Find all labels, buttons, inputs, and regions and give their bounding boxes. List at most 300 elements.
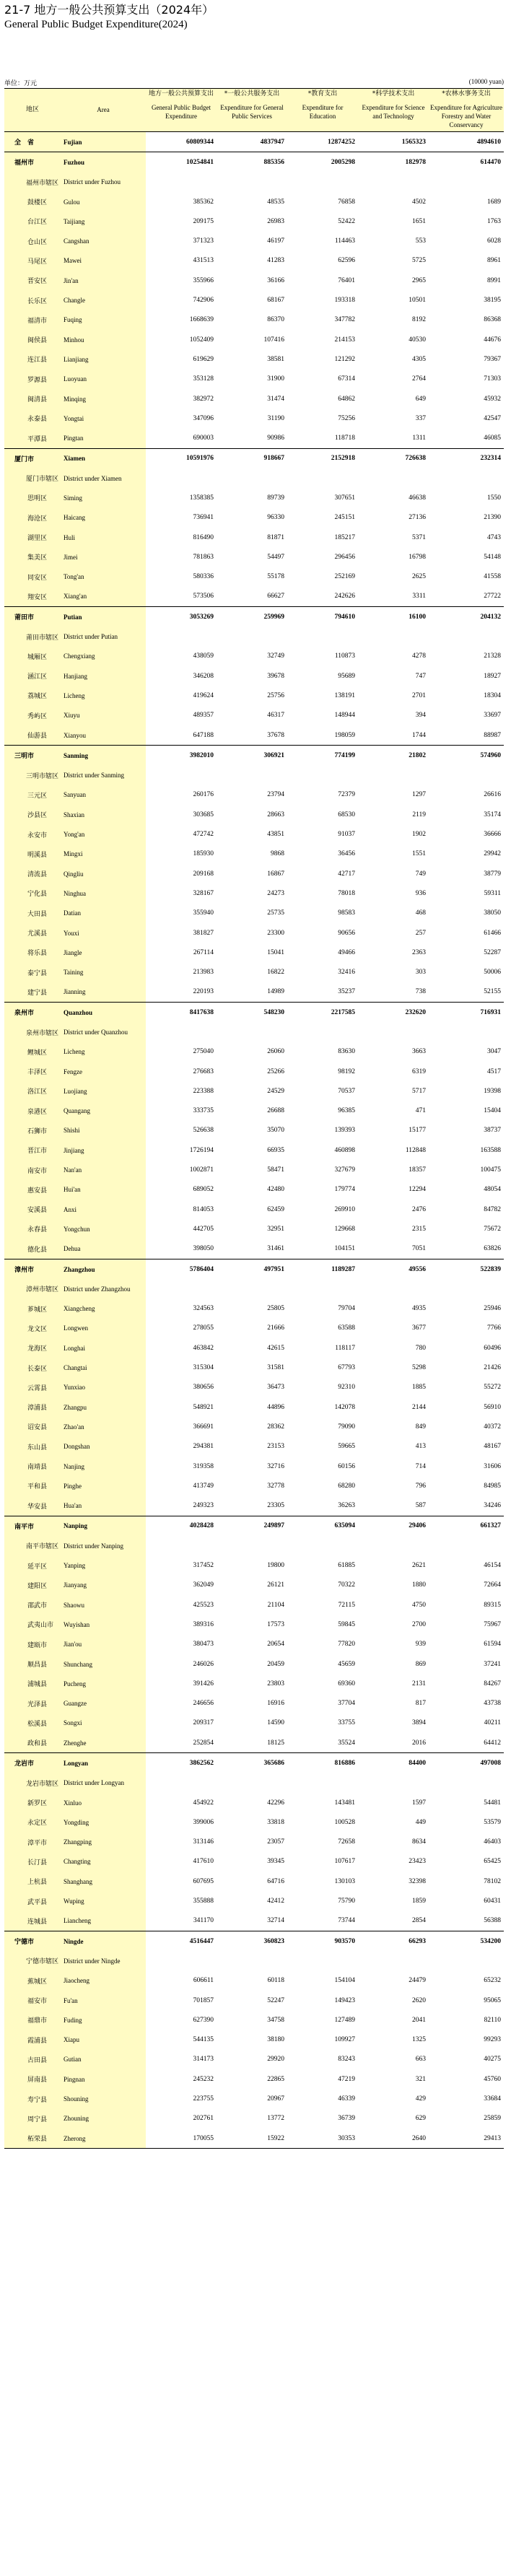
- value-public-services: 21666: [267, 1324, 284, 1332]
- value-science: 849: [415, 1423, 426, 1431]
- value-science: 8192: [412, 316, 426, 324]
- value-education: 269910: [334, 1205, 355, 1213]
- value-public-services: 26060: [267, 1048, 284, 1056]
- value-education: 72658: [338, 1838, 355, 1846]
- area-name-en: Xinluo: [61, 1793, 146, 1812]
- area-name-zh: 长乐区: [4, 290, 61, 310]
- value-education: 61885: [338, 1562, 355, 1570]
- area-name-zh: 福鼎市: [4, 2010, 61, 2030]
- value-total: 185930: [193, 850, 214, 858]
- area-name-en: Zhouning: [61, 2109, 146, 2129]
- value-agriculture: 45932: [484, 395, 501, 403]
- value-education: 198059: [334, 731, 355, 739]
- city-row: [4, 1003, 504, 1023]
- area-name-zh: 仙游县: [4, 725, 61, 746]
- value-education: 83243: [338, 2056, 355, 2064]
- value-public-services: 26688: [267, 1107, 284, 1115]
- value-total: 314173: [193, 2056, 214, 2064]
- value-public-services: 31190: [267, 414, 284, 422]
- value-education: 794610: [287, 607, 358, 627]
- area-name-zh: 晋江市: [4, 1140, 61, 1160]
- value-education: [287, 1536, 358, 1555]
- value-science: 780: [415, 1344, 426, 1352]
- table-row: [4, 1358, 504, 1377]
- value-total: [146, 173, 217, 192]
- value-total: 355888: [193, 1898, 214, 1905]
- value-public-services: 306921: [217, 746, 287, 766]
- table-row: [4, 1101, 504, 1121]
- value-total: 213983: [193, 969, 214, 977]
- value-agriculture: 46403: [484, 1838, 501, 1846]
- district-header-row: [4, 1773, 504, 1793]
- area-name-zh: 闽清县: [4, 389, 61, 409]
- value-public-services: 29920: [267, 2056, 284, 2064]
- table-row: [4, 982, 504, 1003]
- value-agriculture: 48167: [484, 1443, 501, 1451]
- value-public-services: 26983: [267, 217, 284, 225]
- value-science: 2363: [412, 948, 426, 956]
- area-name-en: Tong'an: [61, 567, 146, 587]
- value-public-services: 17573: [267, 1620, 284, 1628]
- city-row: [4, 448, 504, 468]
- value-education: 45659: [338, 1660, 355, 1668]
- table-row: [4, 1891, 504, 1911]
- value-science: [358, 626, 429, 646]
- table-row: [4, 1971, 504, 1991]
- value-science: 471: [415, 1107, 426, 1115]
- value-public-services: 14590: [267, 1719, 284, 1727]
- area-name-en: Yong'an: [61, 824, 146, 844]
- district-header-row: [4, 626, 504, 646]
- value-agriculture: 45760: [484, 2075, 501, 2083]
- area-name-zh: 平和县: [4, 1476, 61, 1496]
- value-education: 36739: [338, 2115, 355, 2123]
- value-education: 64862: [338, 395, 355, 403]
- area-name-zh: 大田县: [4, 904, 61, 923]
- area-name-en: Ninghua: [61, 883, 146, 903]
- value-public-services: 497951: [217, 1259, 287, 1279]
- value-agriculture: 38779: [484, 870, 501, 878]
- value-agriculture: 4517: [487, 1067, 501, 1075]
- value-science: 1551: [412, 850, 426, 858]
- table-row: [4, 1496, 504, 1516]
- area-name-zh: 福州市辖区: [4, 173, 61, 192]
- value-public-services: 54497: [267, 553, 284, 561]
- value-science: 2144: [412, 1403, 426, 1411]
- value-total: 548921: [193, 1403, 214, 1411]
- value-agriculture: 60431: [484, 1898, 501, 1905]
- table-row: [4, 488, 504, 507]
- value-total: 246656: [193, 1700, 214, 1708]
- value-science: 869: [415, 1660, 426, 1668]
- area-name-en: Licheng: [61, 686, 146, 705]
- value-education: 72115: [338, 1601, 355, 1609]
- table-row: [4, 706, 504, 725]
- area-name-en: Sanming: [61, 746, 146, 766]
- area-name-zh: 海沧区: [4, 508, 61, 528]
- area-name-zh: 荔城区: [4, 686, 61, 705]
- value-science: 2701: [412, 691, 426, 699]
- city-row: [4, 746, 504, 766]
- value-education: 104151: [334, 1245, 355, 1253]
- table-row: [4, 1576, 504, 1595]
- value-public-services: 42480: [267, 1186, 284, 1194]
- value-science: 16798: [409, 553, 426, 561]
- value-education: 114463: [334, 237, 355, 245]
- table-row: [4, 310, 504, 330]
- area-name-en: Huli: [61, 528, 146, 547]
- value-education: 179774: [334, 1186, 355, 1194]
- value-total: [146, 1951, 217, 1970]
- value-public-services: 42296: [267, 1799, 284, 1807]
- value-education: 2005298: [287, 152, 358, 173]
- value-public-services: 23794: [267, 791, 284, 799]
- table-row: [4, 1397, 504, 1417]
- value-science: 24479: [409, 1977, 426, 1985]
- value-science: 7051: [412, 1245, 426, 1253]
- area-name-en: Jianyang: [61, 1576, 146, 1595]
- value-agriculture: 38737: [484, 1127, 501, 1135]
- area-name-zh: 霞浦县: [4, 2030, 61, 2050]
- value-agriculture: 84267: [484, 1680, 501, 1688]
- table-row: [4, 211, 504, 231]
- value-education: 307651: [334, 494, 355, 502]
- value-education: 252169: [334, 573, 355, 581]
- area-name-en: Zherong: [61, 2129, 146, 2149]
- table-row: [4, 547, 504, 567]
- value-total: 328167: [193, 889, 214, 897]
- value-science: 394: [415, 712, 426, 720]
- area-name-zh: 全 省: [4, 132, 61, 152]
- area-name-zh: 三元区: [4, 785, 61, 805]
- value-total: 391426: [193, 1680, 214, 1688]
- table-row: [4, 785, 504, 805]
- value-agriculture: 163588: [480, 1146, 501, 1154]
- value-total: 1002871: [189, 1166, 214, 1174]
- value-total: 463842: [193, 1344, 214, 1352]
- table-row: [4, 1338, 504, 1358]
- value-public-services: [217, 1773, 287, 1793]
- value-agriculture: 56910: [484, 1403, 501, 1411]
- value-public-services: [217, 1022, 287, 1042]
- value-science: 468: [415, 909, 426, 917]
- table-row: [4, 824, 504, 844]
- table-row: [4, 1733, 504, 1753]
- table-row: [4, 943, 504, 962]
- table-row: [4, 1911, 504, 1931]
- area-name-zh: 龙岩市: [4, 1753, 61, 1773]
- value-science: 3894: [412, 1719, 426, 1727]
- table-row: [4, 1674, 504, 1693]
- table-row: [4, 349, 504, 369]
- value-agriculture: 79367: [484, 355, 501, 363]
- value-public-services: [217, 766, 287, 785]
- area-name-zh: 寿宁县: [4, 2089, 61, 2108]
- area-name-zh: 福州市: [4, 152, 61, 173]
- area-name-en: Qingliu: [61, 864, 146, 883]
- area-name-zh: 南平市: [4, 1516, 61, 1536]
- value-public-services: 36473: [267, 1384, 284, 1392]
- value-agriculture: 534200: [429, 1931, 504, 1952]
- area-name-zh: 永春县: [4, 1219, 61, 1239]
- value-science: 2131: [412, 1680, 426, 1688]
- value-public-services: 37678: [267, 731, 284, 739]
- value-public-services: 32714: [267, 1917, 284, 1925]
- value-science: 16100: [358, 607, 429, 627]
- value-science: 714: [415, 1462, 426, 1470]
- value-total: [146, 766, 217, 785]
- value-public-services: 62459: [267, 1205, 284, 1213]
- area-name-en: Xiang'an: [61, 587, 146, 607]
- area-name-zh: 建宁县: [4, 982, 61, 1003]
- value-public-services: 39345: [267, 1858, 284, 1866]
- area-name-zh: 洛江区: [4, 1081, 61, 1101]
- value-agriculture: [429, 468, 504, 488]
- value-public-services: 39678: [267, 672, 284, 680]
- value-education: 130103: [334, 1877, 355, 1885]
- value-science: 429: [415, 2095, 426, 2103]
- value-total: 315304: [193, 1364, 214, 1372]
- value-agriculture: 56388: [484, 1917, 501, 1925]
- value-agriculture: 64412: [484, 1739, 501, 1747]
- value-agriculture: [429, 1279, 504, 1298]
- value-education: 242626: [334, 593, 355, 601]
- table-row: [4, 1062, 504, 1081]
- area-name-en: Jiangle: [61, 943, 146, 962]
- table-row: [4, 962, 504, 982]
- value-agriculture: 35174: [484, 811, 501, 818]
- value-public-services: 918667: [217, 448, 287, 468]
- table-row: [4, 1219, 504, 1239]
- area-name-en: Chengxiang: [61, 647, 146, 666]
- value-education: 68530: [338, 811, 355, 818]
- value-public-services: [217, 626, 287, 646]
- area-name-en: District under Ningde: [61, 1951, 146, 1970]
- table-row: [4, 251, 504, 271]
- value-agriculture: 21390: [484, 514, 501, 522]
- area-name-zh: 丰泽区: [4, 1062, 61, 1081]
- value-education: 75790: [338, 1898, 355, 1905]
- value-total: 355966: [193, 276, 214, 284]
- area-name-zh: 莆田市: [4, 607, 61, 627]
- table-body: [4, 132, 504, 2149]
- area-name-en: Yongding: [61, 1812, 146, 1832]
- value-education: 129668: [334, 1225, 355, 1233]
- area-name-en: Quangang: [61, 1101, 146, 1121]
- table-row: [4, 725, 504, 746]
- area-name-zh: 泉州市辖区: [4, 1022, 61, 1042]
- value-public-services: 26121: [267, 1581, 284, 1589]
- area-name-en: Shaowu: [61, 1595, 146, 1615]
- value-total: 816490: [193, 533, 214, 541]
- area-en-header: Area: [61, 89, 146, 132]
- value-total: 382972: [193, 395, 214, 403]
- value-education: 127489: [334, 2016, 355, 2024]
- district-header-row: [4, 1279, 504, 1298]
- value-total: 170055: [146, 2129, 217, 2149]
- value-science: 2119: [412, 811, 426, 818]
- value-education: 118718: [334, 435, 355, 442]
- table-row: [4, 370, 504, 389]
- table-row: [4, 1121, 504, 1140]
- value-science: [358, 1951, 429, 1970]
- value-education: 148944: [334, 712, 355, 720]
- col-header-public-services: *一般公共服务支出 Expenditure for General Public Services: [217, 89, 287, 132]
- area-name-en: Pingtan: [61, 428, 146, 448]
- value-science: 10501: [409, 297, 426, 305]
- value-public-services: 68167: [267, 297, 284, 305]
- table-row: [4, 231, 504, 250]
- table-header-row: [4, 89, 504, 132]
- value-total: [146, 1022, 217, 1042]
- value-public-services: 44896: [267, 1403, 284, 1411]
- value-science: 749: [415, 870, 426, 878]
- value-public-services: 31474: [267, 395, 284, 403]
- value-total: 260176: [193, 791, 214, 799]
- value-education: 96385: [338, 1107, 355, 1115]
- value-agriculture: [429, 173, 504, 192]
- value-education: [287, 468, 358, 488]
- value-education: 32416: [338, 969, 355, 977]
- col-header-agriculture: *农林水事务支出 Expenditure for Agriculture Forestry and Water Conservancy: [429, 89, 504, 132]
- value-agriculture: 661327: [429, 1516, 504, 1536]
- value-agriculture: 40275: [484, 2056, 501, 2064]
- value-total: 60809344: [146, 132, 217, 152]
- value-public-services: 28362: [267, 1423, 284, 1431]
- area-name-en: District under Xiamen: [61, 468, 146, 488]
- area-name-zh: 闽侯县: [4, 330, 61, 349]
- value-agriculture: 574960: [429, 746, 504, 766]
- value-agriculture: 46085: [484, 435, 501, 442]
- value-public-services: 16822: [267, 969, 284, 977]
- area-name-en: Xiuyu: [61, 706, 146, 725]
- value-public-services: 15922: [217, 2129, 287, 2149]
- value-total: 3053269: [146, 607, 217, 627]
- table-row: [4, 330, 504, 349]
- value-science: 84400: [358, 1753, 429, 1773]
- value-science: 587: [415, 1502, 426, 1510]
- value-agriculture: 33697: [484, 712, 501, 720]
- value-education: 36456: [338, 850, 355, 858]
- table-row: [4, 1180, 504, 1200]
- area-name-en: Licheng: [61, 1042, 146, 1062]
- value-total: 10254841: [146, 152, 217, 173]
- city-row: [4, 1259, 504, 1279]
- value-agriculture: 40211: [484, 1719, 501, 1727]
- value-education: 91037: [338, 831, 355, 839]
- value-agriculture: 29942: [484, 850, 501, 858]
- value-education: [287, 766, 358, 785]
- area-name-zh: 建阳区: [4, 1576, 61, 1595]
- table-row: [4, 508, 504, 528]
- value-science: 5717: [412, 1087, 426, 1095]
- value-agriculture: [429, 1022, 504, 1042]
- value-science: 1565323: [358, 132, 429, 152]
- area-name-en: Shanghang: [61, 1872, 146, 1891]
- table-row: [4, 686, 504, 705]
- value-public-services: 360823: [217, 1931, 287, 1952]
- value-total: 10591976: [146, 448, 217, 468]
- expenditure-table: [4, 88, 504, 2149]
- value-agriculture: 86368: [484, 316, 501, 324]
- value-education: 100528: [334, 1818, 355, 1826]
- value-total: [146, 1279, 217, 1298]
- table-row: [4, 428, 504, 448]
- value-agriculture: 50006: [484, 969, 501, 977]
- value-agriculture: [429, 766, 504, 785]
- value-science: 5371: [412, 533, 426, 541]
- area-name-en: Fuzhou: [61, 152, 146, 173]
- value-total: 353128: [193, 375, 214, 383]
- value-agriculture: [429, 626, 504, 646]
- value-public-services: 31461: [267, 1245, 284, 1253]
- value-education: 214153: [334, 336, 355, 344]
- value-agriculture: 25859: [484, 2115, 501, 2123]
- area-name-en: Wuyishan: [61, 1615, 146, 1634]
- value-education: 47219: [338, 2075, 355, 2083]
- area-name-en: Changting: [61, 1852, 146, 1872]
- value-public-services: 16867: [267, 870, 284, 878]
- value-science: 4750: [412, 1601, 426, 1609]
- value-public-services: 42412: [267, 1898, 284, 1905]
- area-name-en: District under Sanming: [61, 766, 146, 785]
- value-total: 3862562: [146, 1753, 217, 1773]
- area-name-en: Fu'an: [61, 1991, 146, 2010]
- area-name-en: Putian: [61, 607, 146, 627]
- value-agriculture: 54481: [484, 1799, 501, 1807]
- value-public-services: 48535: [267, 198, 284, 206]
- value-science: 4502: [412, 198, 426, 206]
- value-education: 193318: [334, 297, 355, 305]
- value-agriculture: 43738: [484, 1700, 501, 1708]
- table-row: [4, 528, 504, 547]
- area-name-en: Guangze: [61, 1693, 146, 1713]
- value-agriculture: 100475: [480, 1166, 501, 1174]
- value-education: 69360: [338, 1680, 355, 1688]
- value-education: 139393: [334, 1127, 355, 1135]
- table-row: [4, 1555, 504, 1575]
- area-name-zh: 泉州市: [4, 1003, 61, 1023]
- area-name-en: Longhai: [61, 1338, 146, 1358]
- area-name-en: Longyan: [61, 1753, 146, 1773]
- value-public-services: 86370: [267, 316, 284, 324]
- area-name-en: Nanjing: [61, 1457, 146, 1476]
- table-row: [4, 290, 504, 310]
- value-total: 202761: [193, 2115, 214, 2123]
- table-row: [4, 844, 504, 864]
- area-name-zh: 三明市: [4, 746, 61, 766]
- area-name-zh: 武平县: [4, 1891, 61, 1911]
- value-agriculture: 54148: [484, 553, 501, 561]
- value-total: 425523: [193, 1601, 214, 1609]
- value-education: 37704: [338, 1700, 355, 1708]
- value-science: 1597: [412, 1799, 426, 1807]
- value-total: 249323: [193, 1502, 214, 1510]
- value-education: 70537: [338, 1087, 355, 1095]
- value-agriculture: 37241: [484, 1660, 501, 1668]
- table-row: [4, 1812, 504, 1832]
- value-agriculture: 18927: [484, 672, 501, 680]
- value-total: 606611: [193, 1977, 214, 1985]
- value-science: 2620: [412, 1996, 426, 2004]
- area-name-en: District under Putian: [61, 626, 146, 646]
- value-education: 73744: [338, 1917, 355, 1925]
- area-name-zh: 南靖县: [4, 1457, 61, 1476]
- value-agriculture: 29413: [429, 2129, 504, 2149]
- value-education: [287, 626, 358, 646]
- area-name-zh: 鲤城区: [4, 1042, 61, 1062]
- value-education: 42717: [338, 870, 355, 878]
